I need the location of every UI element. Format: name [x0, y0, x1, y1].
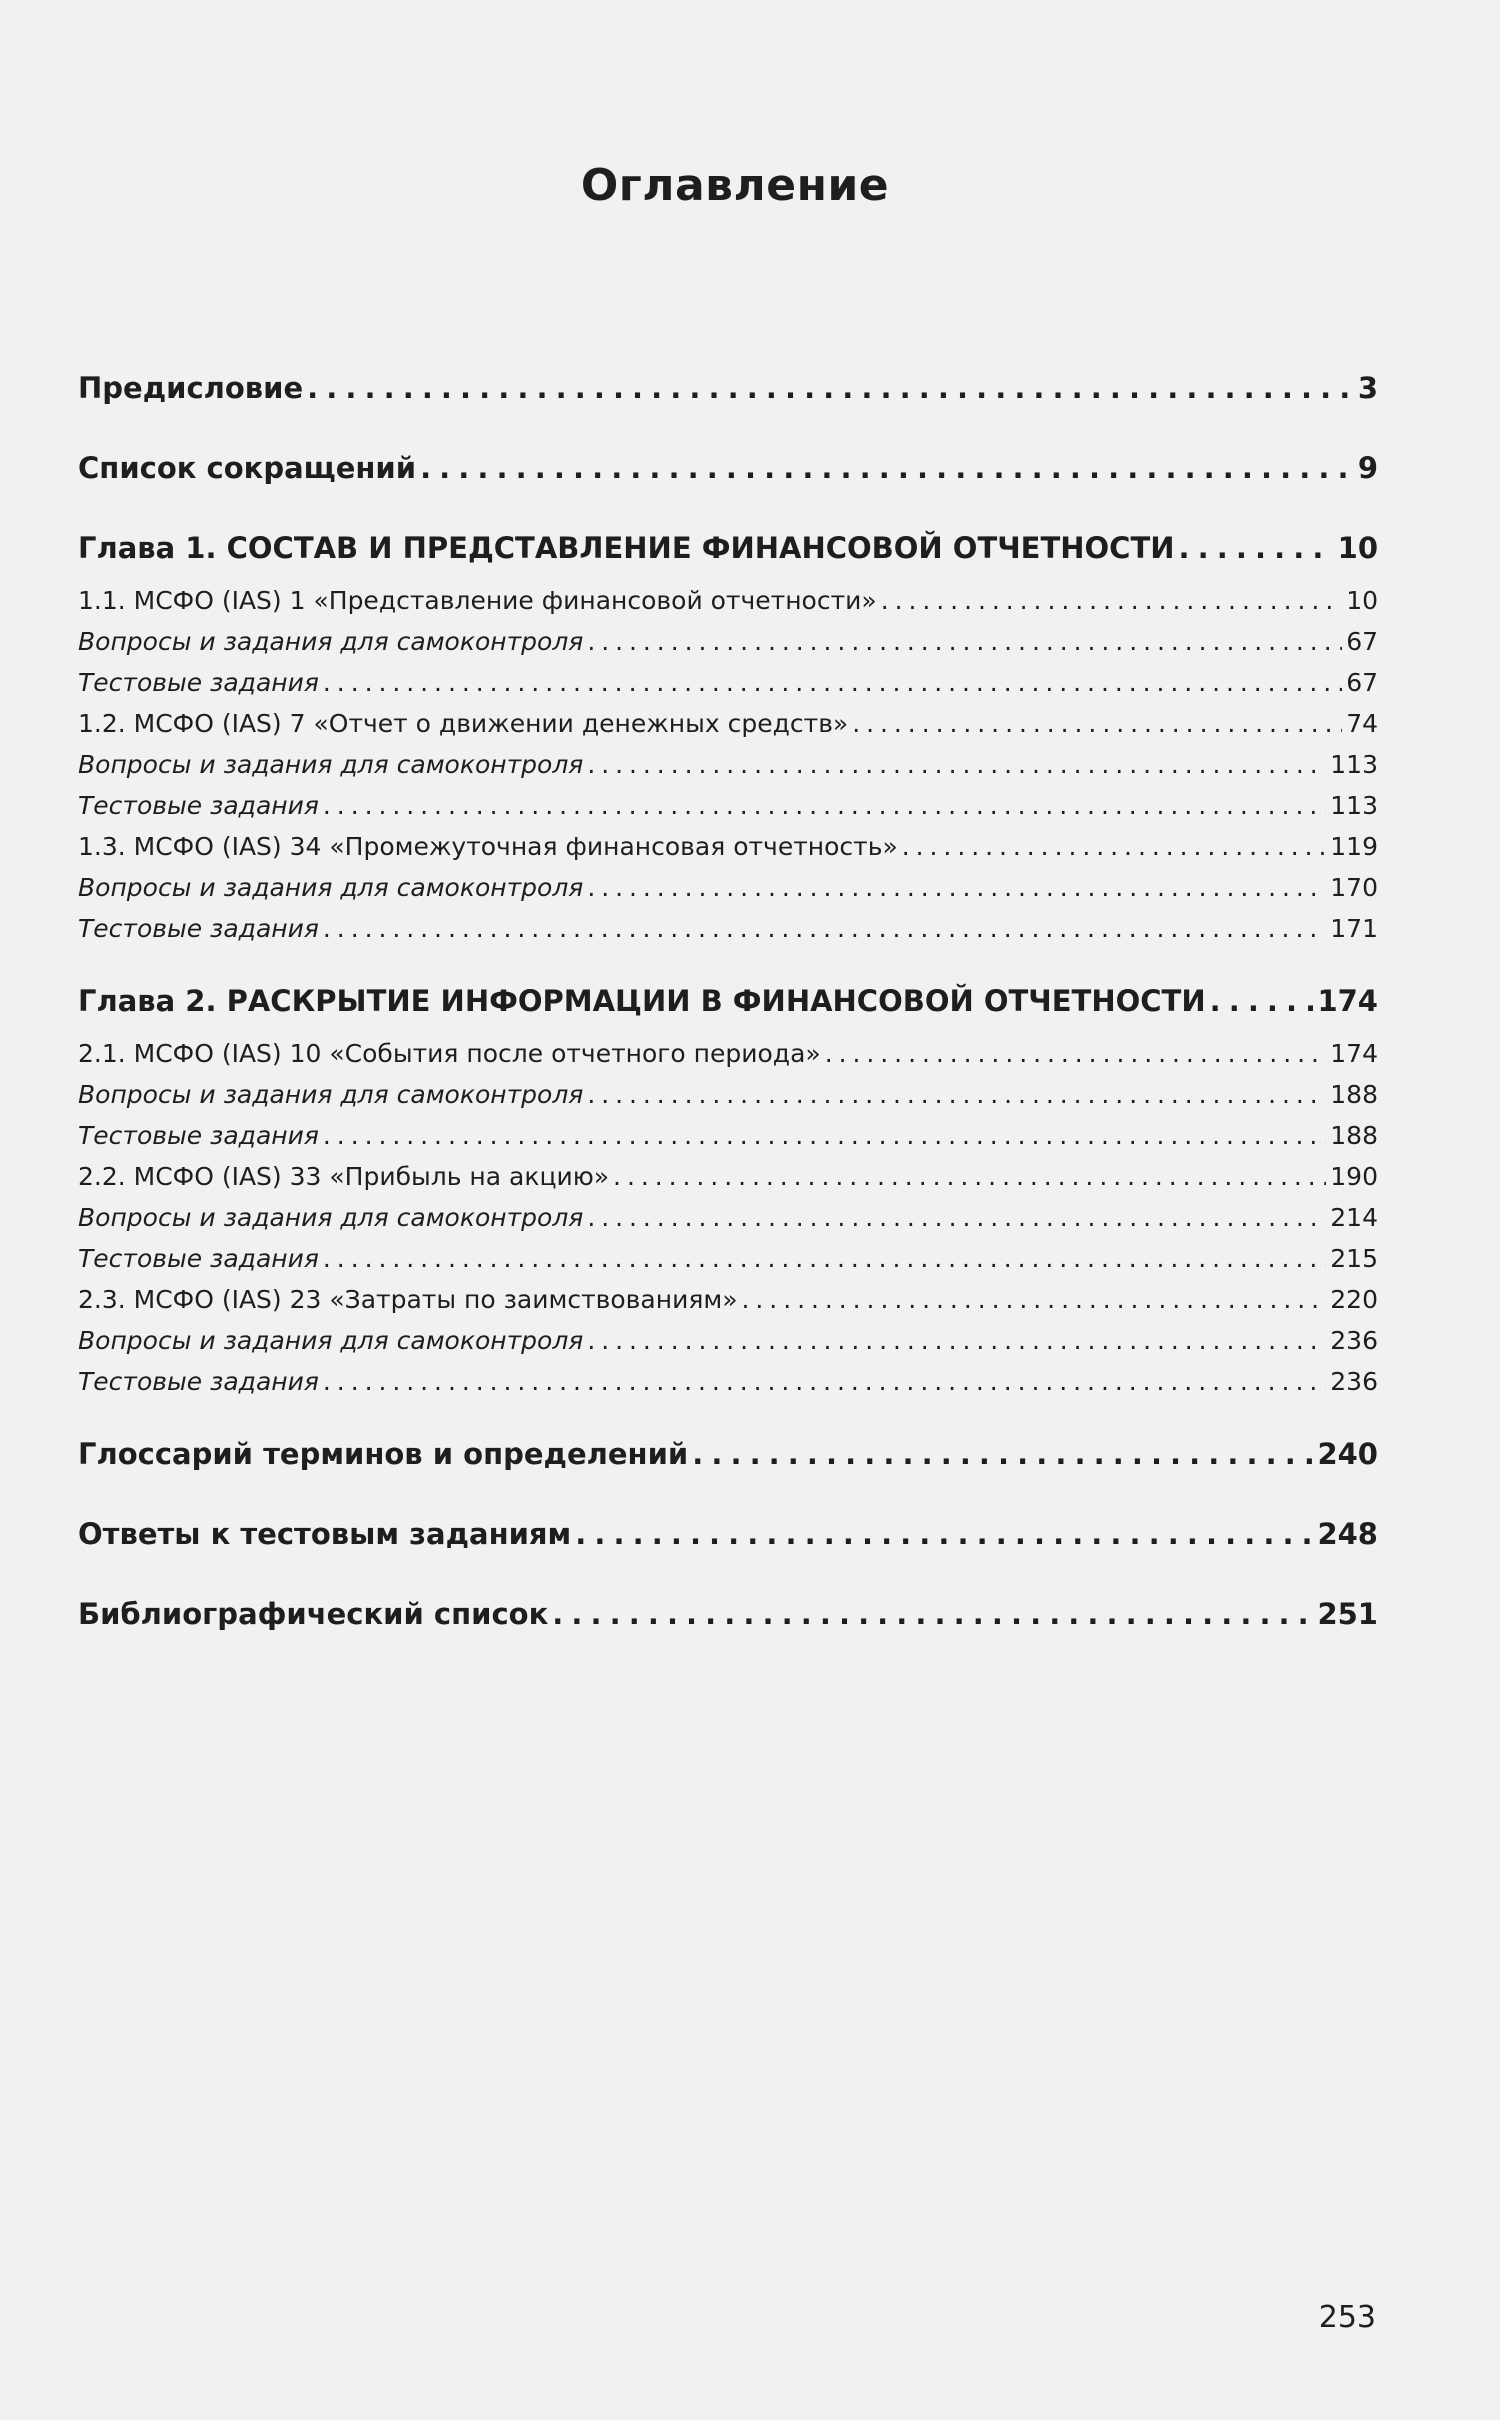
toc-entry-label: Предисловие: [78, 371, 304, 405]
toc-entry-page: 236: [1330, 1367, 1378, 1396]
toc-entry-label: Тестовые задания: [78, 791, 319, 820]
toc-entry-label: Тестовые задания: [78, 668, 319, 697]
toc-entry-label: 2.2. МСФО (IAS) 33 «Прибыль на акцию»: [78, 1162, 610, 1191]
toc-entry-label: Вопросы и задания для самоконтроля: [78, 1203, 584, 1232]
toc-entry-tests[interactable]: [78, 1361, 1378, 1402]
toc-entry-label: Глоссарий терминов и определений: [78, 1437, 689, 1471]
toc-entry-page: 188: [1330, 1080, 1378, 1109]
toc-entry-label: Вопросы и задания для самоконтроля: [78, 627, 584, 656]
toc-entry-questions[interactable]: [78, 621, 1378, 662]
toc-entry-tests[interactable]: [78, 662, 1378, 703]
toc-entry-abbreviations[interactable]: [78, 440, 1378, 496]
toc-entry-page: 119: [1330, 832, 1378, 861]
toc-entry-label: Вопросы и задания для самоконтроля: [78, 873, 584, 902]
page-number: 253: [1318, 2300, 1376, 2335]
toc-entry-label: Ответы к тестовым заданиям: [78, 1517, 572, 1551]
toc-entry-page: 215: [1330, 1244, 1378, 1273]
toc-entry-page: 10: [1337, 531, 1378, 565]
toc-entry-page: 3: [1357, 371, 1378, 405]
toc-entry-section[interactable]: [78, 1279, 1378, 1320]
page-title: Оглавление: [580, 160, 890, 211]
toc-entry-page: 9: [1357, 451, 1378, 485]
toc-entry-label: Библиографический список: [78, 1597, 549, 1631]
toc-entry-bibliography[interactable]: [78, 1586, 1378, 1642]
toc-entry-page: 240: [1317, 1437, 1378, 1471]
toc-entry-page: 174: [1317, 984, 1378, 1018]
toc-entry-page: 214: [1330, 1203, 1378, 1232]
toc-entry-answers[interactable]: [78, 1506, 1378, 1562]
toc-entry-chapter-1[interactable]: [78, 520, 1378, 576]
toc-entry-page: 74: [1346, 709, 1378, 738]
toc-entry-page: 171: [1330, 914, 1378, 943]
toc-entry-label: 1.2. МСФО (IAS) 7 «Отчет о движении денежных средств»: [78, 709, 849, 738]
toc-entry-tests[interactable]: [78, 1238, 1378, 1279]
toc-entry-page: 174: [1330, 1039, 1378, 1068]
toc-entry-page: 236: [1330, 1326, 1378, 1355]
toc-entry-label: Глава 2. РАСКРЫТИЕ ИНФОРМАЦИИ В ФИНАНСОВОЙ ОТЧЕТНОСТИ: [78, 984, 1206, 1018]
toc-entry-questions[interactable]: [78, 744, 1378, 785]
toc-entry-tests[interactable]: [78, 1115, 1378, 1156]
toc-entry-section[interactable]: [78, 1156, 1378, 1197]
toc-entry-section[interactable]: [78, 580, 1378, 621]
toc-entry-questions[interactable]: [78, 1320, 1378, 1361]
toc-entry-label: Тестовые задания: [78, 1121, 319, 1150]
toc-entry-page: 251: [1317, 1597, 1378, 1631]
toc-entry-page: 10: [1346, 586, 1378, 615]
toc-entry-glossary[interactable]: [78, 1426, 1378, 1482]
toc-entry-page: 113: [1330, 791, 1378, 820]
toc-entry-page: 67: [1346, 627, 1378, 656]
toc-entry-label: Вопросы и задания для самоконтроля: [78, 1080, 584, 1109]
toc-entry-label: Глава 1. СОСТАВ И ПРЕДСТАВЛЕНИЕ ФИНАНСОВОЙ ОТЧЕТНОСТИ: [78, 531, 1175, 565]
toc-entry-page: 220: [1330, 1285, 1378, 1314]
toc-entry-label: 2.1. МСФО (IAS) 10 «События после отчетного периода»: [78, 1039, 821, 1068]
toc-entry-page: 190: [1330, 1162, 1378, 1191]
toc-entry-section[interactable]: [78, 703, 1378, 744]
toc-entry-page: 113: [1330, 750, 1378, 779]
toc-entry-label: Вопросы и задания для самоконтроля: [78, 750, 584, 779]
toc-entry-questions[interactable]: [78, 1197, 1378, 1238]
toc-entry-questions[interactable]: [78, 1074, 1378, 1115]
toc-entry-label: 1.1. МСФО (IAS) 1 «Представление финансовой отчетности»: [78, 586, 877, 615]
toc-entry-page: 188: [1330, 1121, 1378, 1150]
toc-entry-page: 170: [1330, 873, 1378, 902]
toc-entry-page: 67: [1346, 668, 1378, 697]
toc-entry-label: Тестовые задания: [78, 914, 319, 943]
toc-entry-preface[interactable]: [78, 360, 1378, 416]
toc-entry-tests[interactable]: [78, 908, 1378, 949]
toc-entry-tests[interactable]: [78, 785, 1378, 826]
toc-entry-label: 1.3. МСФО (IAS) 34 «Промежуточная финансовая отчетность»: [78, 832, 898, 861]
toc-entry-page: 248: [1317, 1517, 1378, 1551]
toc-entry-questions[interactable]: [78, 867, 1378, 908]
toc-entry-section[interactable]: [78, 1033, 1378, 1074]
toc-entry-chapter-2[interactable]: [78, 973, 1378, 1029]
toc-entry-label: 2.3. МСФО (IAS) 23 «Затраты по заимствованиям»: [78, 1285, 738, 1314]
toc-entry-label: Вопросы и задания для самоконтроля: [78, 1326, 584, 1355]
toc-entry-label: Тестовые задания: [78, 1367, 319, 1396]
toc-entry-label: Список сокращений: [78, 451, 417, 485]
toc-entry-section[interactable]: [78, 826, 1378, 867]
toc-entry-label: Тестовые задания: [78, 1244, 319, 1273]
table-of-contents: [78, 360, 1378, 1642]
